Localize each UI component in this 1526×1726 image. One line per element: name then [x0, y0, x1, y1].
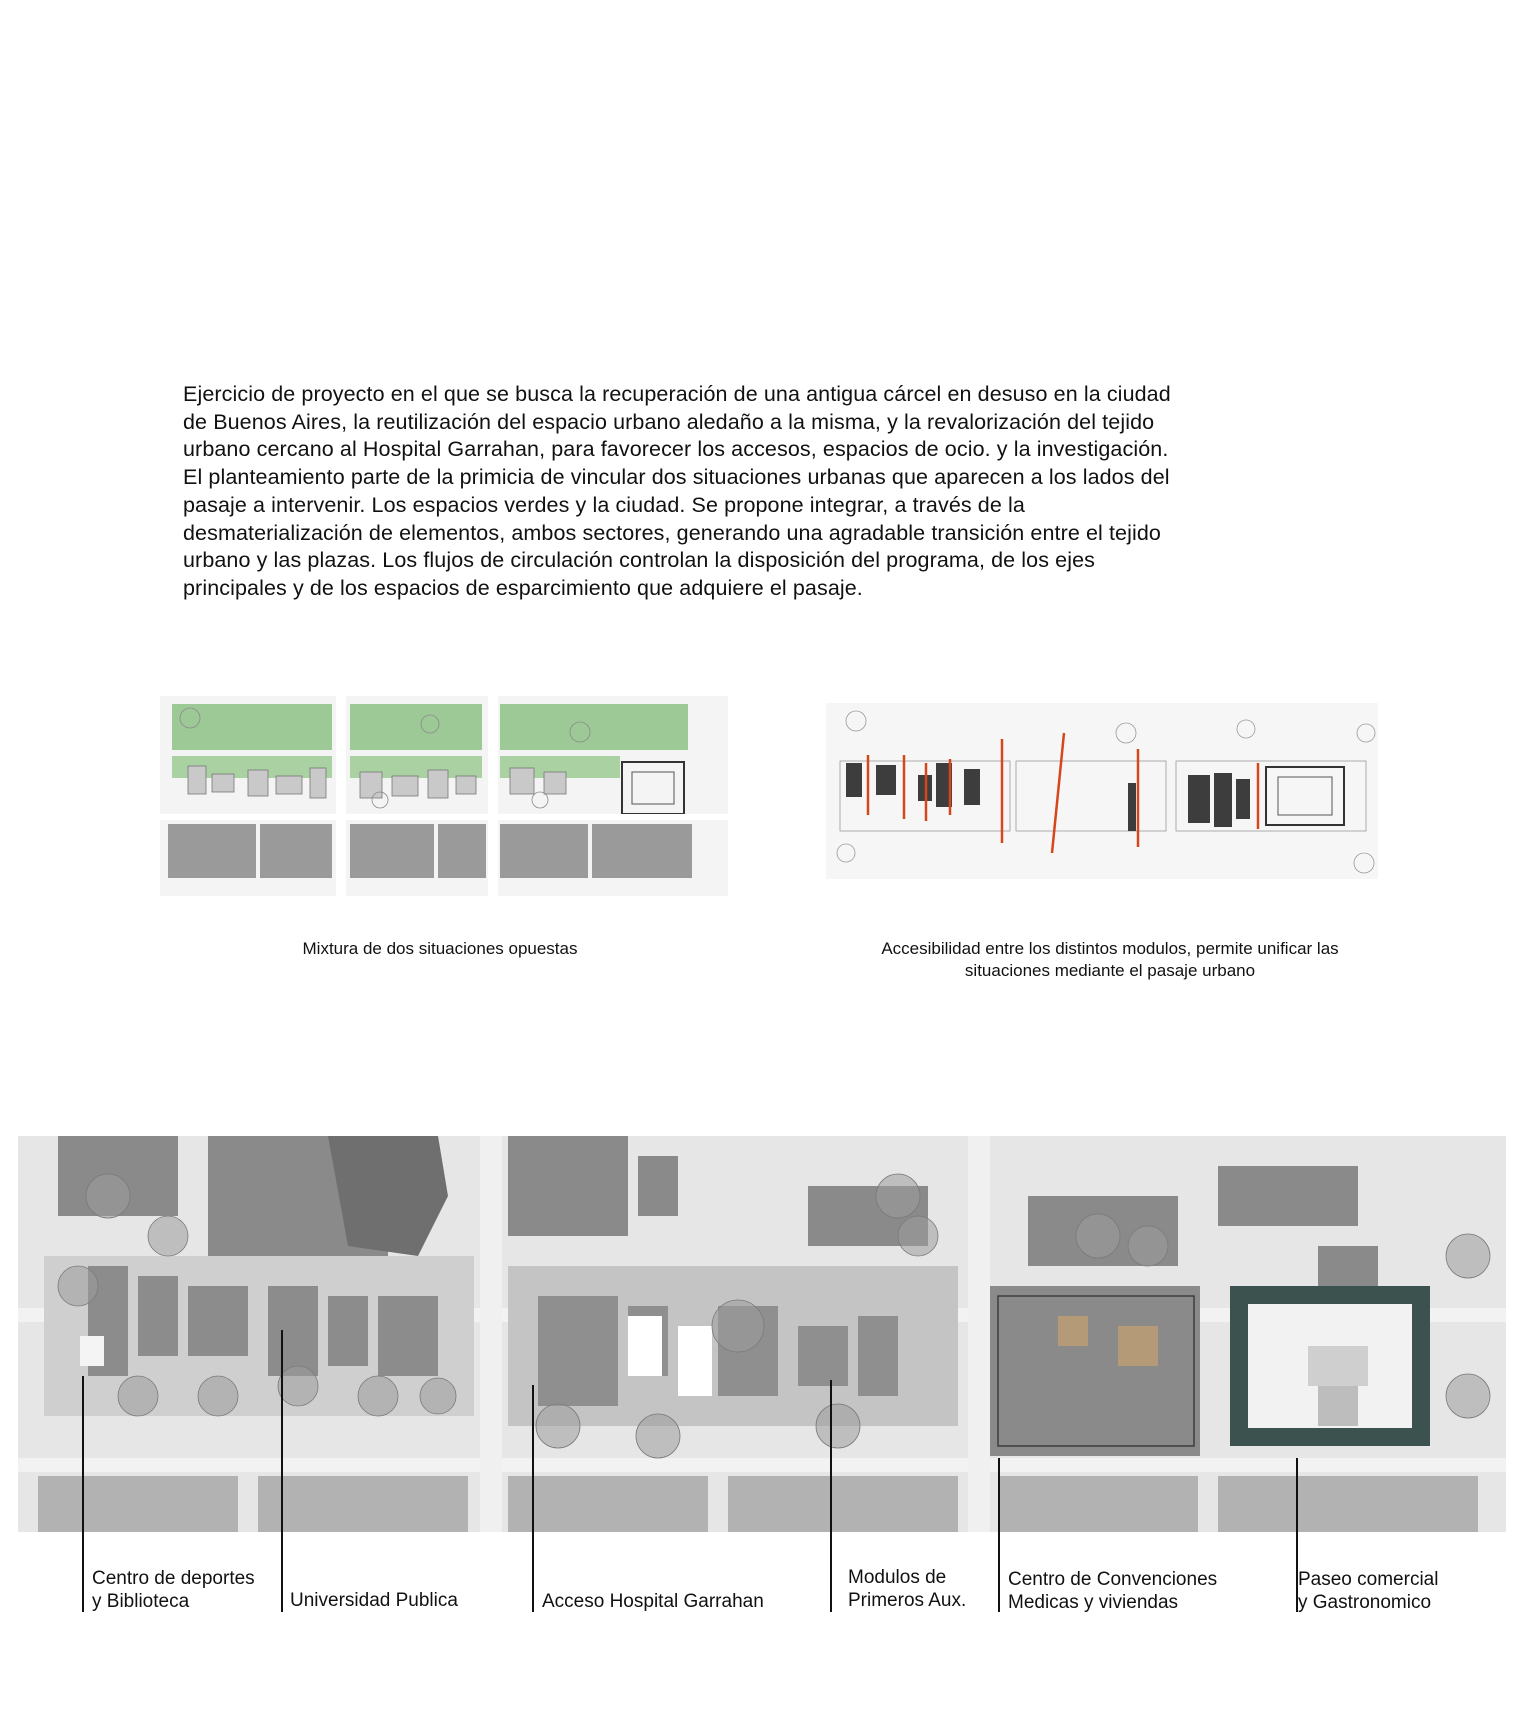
site-plan-figure	[18, 1136, 1506, 1532]
intro-line: de Buenos Aires, la reutilización del espacio urbano aledaño a la misma, y la revalorización del tejido	[183, 409, 1155, 434]
right-diagram-caption	[810, 938, 1410, 982]
right-diagram-caption-line: Accesibilidad entre los distintos modulos, permite unificar las	[881, 939, 1339, 958]
plan-label-text: Modulos de	[848, 1567, 947, 1588]
intro-line: El planteamiento parte de la primicia de vincular dos situaciones urbanas que aparecen a los lados del	[183, 465, 1170, 490]
plan-label-text: y Gastronomico	[1298, 1592, 1432, 1613]
label-line-sports-center	[82, 1376, 84, 1612]
diagram-accessibility	[826, 703, 1378, 879]
left-diagram-caption	[230, 938, 650, 960]
intro-line: pasaje a intervenir. Los espacios verdes y la ciudad. Se propone integrar, a través de la	[183, 492, 1025, 517]
left-diagram-caption-text: Mixtura de dos situaciones opuestas	[302, 939, 578, 958]
plan-label-hospital-access	[542, 1590, 764, 1613]
plan-label-text: Medicas y viviendas	[1008, 1592, 1179, 1613]
diagram-green-spaces	[160, 696, 728, 896]
plan-label-university	[290, 1589, 458, 1612]
plan-label-first-aid	[848, 1566, 966, 1612]
plan-label-convention-center	[1008, 1568, 1217, 1614]
plan-label-commercial-walk	[1298, 1568, 1438, 1614]
right-diagram-caption-line: situaciones mediante el pasaje urbano	[964, 961, 1256, 980]
intro-line: Ejercicio de proyecto en el que se busca la recuperación de una antigua cárcel en desuso en la ciudad	[183, 382, 1171, 406]
label-line-first-aid	[830, 1380, 832, 1612]
intro-paragraph	[183, 381, 1363, 603]
intro-line: principales y de los espacios de esparcimiento que adquiere el pasaje.	[183, 575, 863, 600]
plan-label-text: Universidad Publica	[290, 1590, 458, 1611]
label-line-university	[281, 1330, 283, 1612]
label-line-hospital-access	[532, 1385, 534, 1612]
plan-label-sports-center	[92, 1567, 255, 1613]
plan-label-text: Paseo comercial	[1298, 1569, 1439, 1590]
label-line-convention-center	[998, 1458, 1000, 1612]
intro-line: urbano y las plazas. Los flujos de circulación controlan la disposición del programa, de los ejes	[183, 548, 1096, 573]
plan-label-text: Centro de deportes	[92, 1568, 255, 1589]
plan-label-text: Centro de Convenciones	[1008, 1569, 1218, 1590]
plan-label-text: Primeros Aux.	[848, 1590, 967, 1611]
plan-label-text: Acceso Hospital Garrahan	[542, 1591, 764, 1612]
plan-label-text: y Biblioteca	[92, 1591, 190, 1612]
diagram-green-spaces-figure	[160, 696, 728, 896]
intro-line: urbano cercano al Hospital Garrahan, para favorecer los accesos, espacios de ocio. y la investigación.	[183, 437, 1169, 462]
diagram-accessibility-figure	[826, 703, 1378, 879]
site-plan	[18, 1136, 1506, 1532]
intro-line: desmaterialización de elementos, ambos sectores, generando una agradable transición entre el tejido	[183, 520, 1161, 545]
